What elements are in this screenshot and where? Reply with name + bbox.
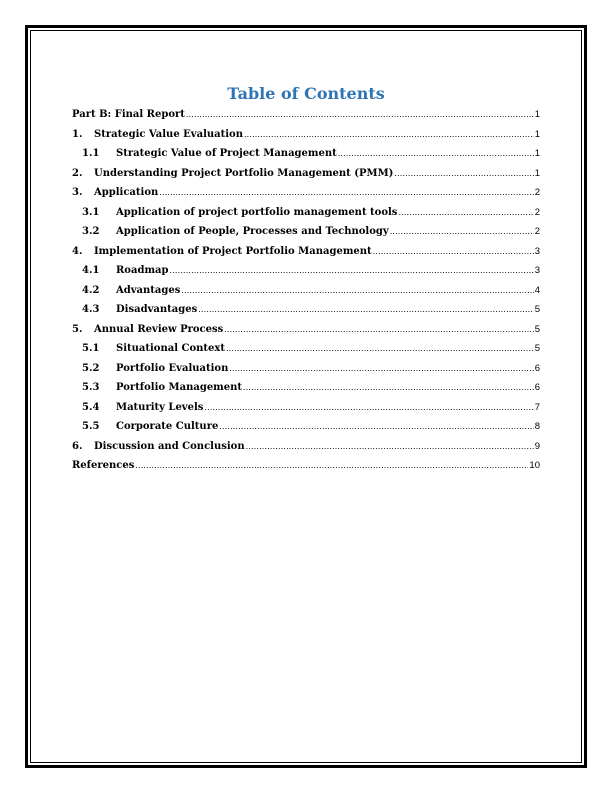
toc-entry-number: 5.2	[82, 362, 100, 374]
toc-entry-label: Application of project portfolio management tools	[116, 206, 398, 218]
toc-dot-leader	[390, 226, 534, 237]
toc-dot-leader	[170, 265, 534, 276]
toc-entry[interactable]	[72, 265, 540, 285]
toc-dot-leader	[159, 187, 533, 198]
toc-entry-number: 5.5	[82, 421, 100, 432]
toc-entry[interactable]	[72, 168, 540, 188]
toc-dot-leader	[394, 168, 533, 179]
toc-entry-page-number: 10	[529, 460, 540, 471]
toc-entry[interactable]	[72, 246, 540, 266]
toc-entry-number: 3.1	[82, 206, 100, 218]
toc-dot-leader	[373, 246, 534, 257]
toc-entry[interactable]	[72, 187, 540, 207]
toc-entry-label: Situational Context	[116, 343, 225, 354]
toc-dot-leader	[224, 324, 533, 335]
toc-entry[interactable]	[72, 460, 540, 480]
toc-entry[interactable]	[72, 343, 540, 363]
toc-entry[interactable]	[72, 109, 540, 129]
toc-entry-number: 1.	[72, 128, 83, 140]
toc-entry-number: 3.	[72, 187, 83, 198]
toc-dot-leader	[244, 129, 534, 140]
toc-entry-page-number: 8	[534, 421, 540, 432]
toc-entry-label: Implementation of Project Portfolio Management	[94, 245, 372, 257]
toc-dot-leader	[338, 148, 534, 159]
toc-entry[interactable]	[72, 382, 540, 402]
toc-entry-label: Discussion and Conclusion	[94, 440, 245, 452]
toc-dot-leader	[204, 402, 533, 413]
toc-entry[interactable]	[72, 226, 540, 246]
toc-entry-page-number: 1	[534, 128, 540, 140]
toc-dot-leader	[246, 441, 534, 452]
toc-entry-number: 4.1	[82, 265, 100, 276]
toc-entry-page-number: 7	[534, 401, 540, 413]
toc-entry-label: Disadvantages	[116, 304, 198, 315]
toc-entry-page-number: 1	[534, 109, 540, 120]
toc-entry-label: Corporate Culture	[116, 421, 219, 432]
toc-entry[interactable]	[72, 324, 540, 344]
toc-entry-number: 4.3	[82, 304, 100, 315]
toc-dot-leader	[226, 343, 534, 354]
toc-entry-page-number: 1	[534, 148, 540, 159]
toc-entry-page-number: 4	[534, 284, 540, 296]
toc-entry-number: 5.4	[82, 401, 100, 413]
toc-entry-label: Roadmap	[116, 265, 169, 276]
toc-dot-leader	[398, 207, 533, 218]
toc-entry-page-number: 5	[534, 343, 540, 354]
toc-dot-leader	[198, 304, 533, 315]
toc-entry-page-number: 2	[534, 206, 540, 218]
toc-entry-number: 2.	[72, 167, 83, 179]
toc-entry-label: Portfolio Evaluation	[116, 362, 229, 374]
toc-entry-label: Strategic Value Evaluation	[94, 128, 243, 140]
toc-entry[interactable]	[72, 129, 540, 149]
toc-entry-number: 1.1	[82, 148, 100, 159]
toc-entry-label: Strategic Value of Project Management	[116, 148, 337, 159]
toc-dot-leader	[181, 285, 533, 296]
toc-entry-number: 3.2	[82, 226, 100, 237]
toc-entry-label: Part B: Final Report	[72, 109, 185, 120]
toc-entry-label: Maturity Levels	[116, 401, 204, 413]
toc-entry-number: 4.	[72, 245, 83, 257]
toc-entry-number: 5.1	[82, 343, 100, 354]
toc-entry[interactable]	[72, 363, 540, 383]
toc-entry-label: References	[72, 460, 135, 471]
toc-entry[interactable]	[72, 304, 540, 324]
toc-dot-leader	[135, 460, 528, 471]
toc-entry-label: Annual Review Process	[94, 323, 224, 335]
toc-entry-label: Application of People, Processes and Technology	[116, 226, 389, 237]
toc-dot-leader	[219, 421, 533, 432]
toc-entry-label: Understanding Project Portfolio Management (PMM)	[94, 167, 394, 179]
toc-entry-page-number: 6	[534, 362, 540, 374]
toc-entry-number: 4.2	[82, 284, 100, 296]
toc-entry[interactable]	[72, 148, 540, 168]
toc-entry-page-number: 5	[534, 323, 540, 335]
toc-entry-number: 6.	[72, 440, 83, 452]
toc-entry-label: Advantages	[116, 284, 181, 296]
toc-dot-leader	[243, 382, 534, 393]
toc-entry[interactable]	[72, 441, 540, 461]
toc-entry[interactable]	[72, 207, 540, 227]
toc-entry[interactable]	[72, 285, 540, 305]
toc-entry[interactable]	[72, 402, 540, 422]
toc-entry-page-number: 5	[534, 304, 540, 315]
toc-entry-page-number: 6	[534, 382, 540, 393]
toc-dot-leader	[229, 363, 533, 374]
toc-entry-page-number: 3	[534, 265, 540, 276]
toc-entry-label: Portfolio Management	[116, 382, 243, 393]
toc-entry-page-number: 9	[534, 440, 540, 452]
table-of-contents	[72, 109, 540, 480]
toc-entry-label: Application	[94, 187, 159, 198]
toc-entry-page-number: 2	[534, 226, 540, 237]
toc-entry-page-number: 3	[534, 245, 540, 257]
toc-entry-page-number: 1	[534, 167, 540, 179]
toc-entry[interactable]	[72, 421, 540, 441]
toc-entry-number: 5.3	[82, 382, 100, 393]
toc-entry-number: 5.	[72, 323, 83, 335]
toc-title: Table of Contents	[227, 84, 385, 103]
toc-dot-leader	[186, 109, 534, 120]
toc-entry-page-number: 2	[534, 187, 540, 198]
